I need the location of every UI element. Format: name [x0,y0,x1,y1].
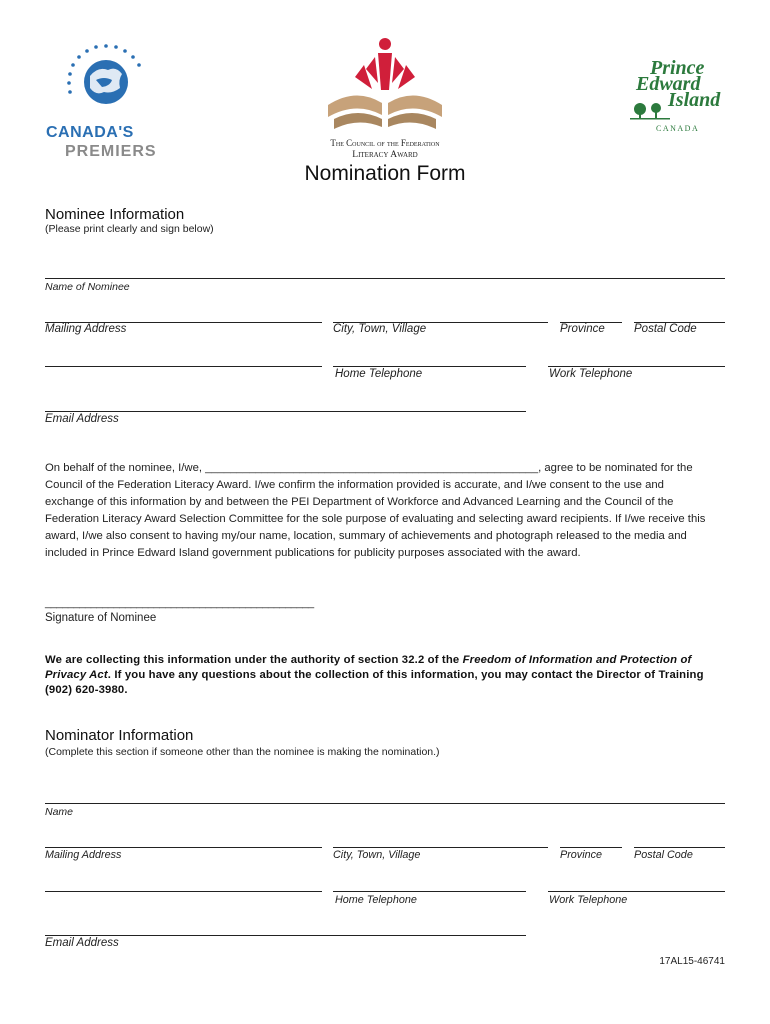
logo-island: Island [668,89,721,111]
form-code: 17AL15-46741 [659,956,725,967]
nominee-heading: Nominee Information [45,206,185,223]
nominee-city-label: City, Town, Village [333,323,427,335]
nominator-city-line[interactable] [333,847,548,848]
logo-edward: Edward [636,73,701,95]
nominator-postal-label: Postal Code [634,849,693,861]
consent-paragraph: On behalf of the nominee, I/we, _____________________________________________________, agree to be nominated for the Council of the Federation Literacy Award. I/we confirm the information provided is accurate, and I/we consent to the use and exchange of this information by and between the PEI Department of Workforce and Advanced Learning and the Council of the Federation Literacy Award Selection Committee for the sole purpose of evaluating and selecting award recipients. If I/we receive this award, I/we also consent to having my/our name, location, summary of achievements and photograph released to the media and included in Prince Edward Island government publications for publicity purposes associated with the award. [45,462,706,559]
nominator-postal-line[interactable] [634,847,725,848]
logo-council-text: The Council of the Federation [330,138,440,148]
nominee-email-label: Email Address [45,413,119,425]
nominee-province-label: Province [560,323,605,335]
privacy-act-name: Freedom of Information and Protection of Privacy Act [45,654,692,681]
nominator-home-phone-line[interactable] [333,891,526,892]
signature-line[interactable]: _______________________________________________ [45,597,314,609]
book-maple-emblem-icon [320,35,450,135]
form-title: Nomination Form [304,162,466,185]
globe-emblem-icon [56,40,156,130]
nominator-email-label: Email Address [45,937,119,949]
nominee-mailing-label: Mailing Address [45,323,127,335]
nominee-work-phone-label: Work Telephone [549,368,633,380]
nominee-email-line[interactable] [45,411,526,412]
canadas-premiers-logo [40,40,170,165]
nominee-home-phone-line[interactable] [333,366,526,367]
nominee-instruction: (Please print clearly and sign below) [45,223,214,235]
nominator-home-phone-label: Home Telephone [335,894,417,906]
literacy-award-logo [315,35,455,165]
privacy-part-1: We are collecting this information under the authority of section 32.2 of the [45,654,463,666]
logo-prince: Prince [650,57,705,79]
signature-label: Signature of Nominee [45,612,157,624]
nominee-work-phone-line[interactable] [548,366,725,367]
nominator-name-label: Name [45,806,74,818]
nominator-mailing-line-2[interactable] [45,891,322,892]
nominator-mailing-line[interactable] [45,847,322,848]
nominee-postal-label: Postal Code [634,323,697,335]
nominator-instruction: (Complete this section if someone other than the nominee is making the nomination.) [45,746,440,758]
nominee-name-label: Name of Nominee [45,281,130,293]
nominator-city-label: City, Town, Village [333,849,421,861]
trees-icon [630,101,670,121]
privacy-part-2: . If you have any questions about the collection of this information, you may contact the Director of Training (902) 620-3980. [45,669,704,696]
logo-literacy-award-text: Literacy Award [352,150,418,160]
nominee-name-line[interactable] [45,278,725,279]
nominee-home-phone-label: Home Telephone [335,368,423,380]
nominator-email-line[interactable] [45,935,526,936]
nominee-mailing-line-2[interactable] [45,366,322,367]
nominator-mailing-label: Mailing Address [45,849,122,861]
nominator-province-label: Province [560,849,603,861]
nominator-work-phone-line[interactable] [548,891,725,892]
pei-logo [628,57,738,137]
nominator-province-line[interactable] [560,847,622,848]
nominator-name-line[interactable] [45,803,725,804]
nominator-heading: Nominator Information [45,727,194,744]
privacy-statement [45,653,725,698]
logo-canada: CANADA [656,124,700,133]
nominator-work-phone-label: Work Telephone [549,894,628,906]
logo-canadas: CANADA'S [46,124,134,141]
logo-premiers: PREMIERS [65,143,157,160]
